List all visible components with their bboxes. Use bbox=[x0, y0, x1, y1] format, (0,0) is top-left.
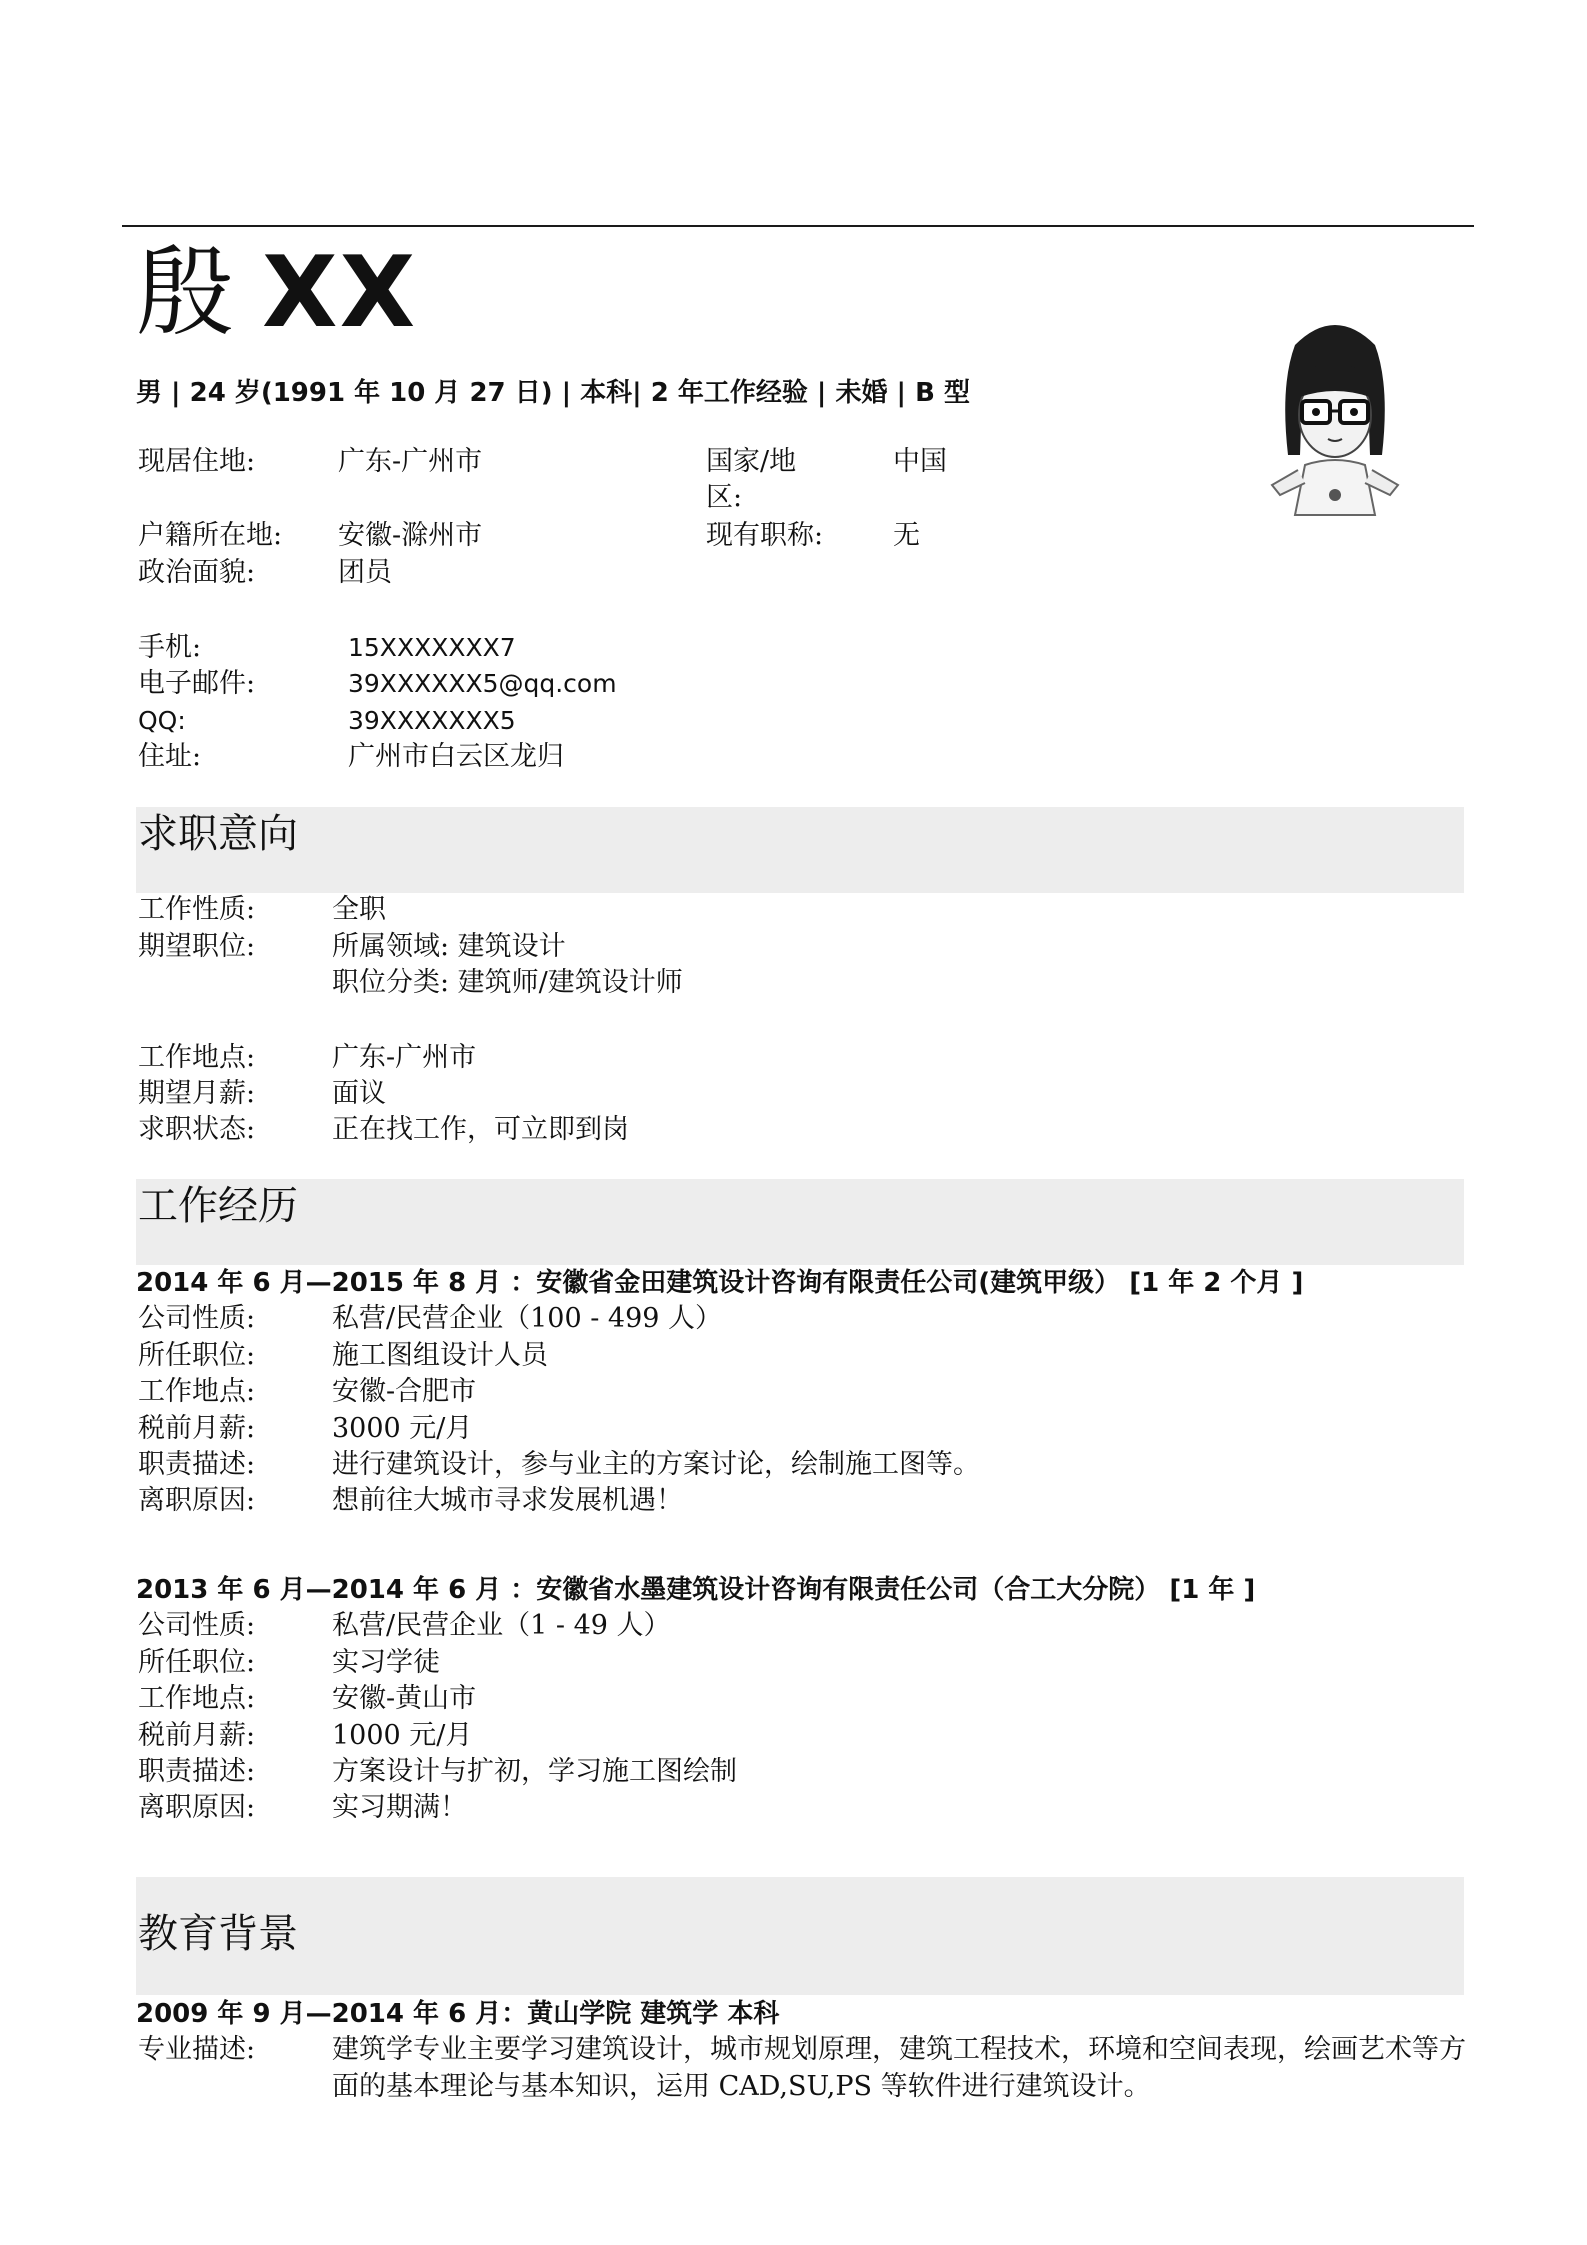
job-2-salary: 1000 元/月 bbox=[332, 1720, 473, 1751]
phone-label: 手机: bbox=[138, 632, 202, 663]
intent-section-bar bbox=[136, 807, 1464, 893]
expected-field: 所属领域: 建筑设计 bbox=[332, 931, 566, 962]
residence-value: 广东-广州市 bbox=[338, 446, 483, 477]
job-1-header: 2014 年 6 月—2015 年 8 月 ：安徽省金田建筑设计咨询有限责任公司(建筑甲级） [1 年 2 个月 ] bbox=[136, 1268, 1304, 1298]
job-status-value: 正在找工作，可立即到岗 bbox=[332, 1114, 629, 1145]
experience-heading: 工作经历 bbox=[138, 1183, 298, 1229]
job-1-salary: 3000 元/月 bbox=[332, 1413, 473, 1444]
job-1-duties-label: 职责描述: bbox=[138, 1449, 256, 1480]
country-value: 中国 bbox=[893, 446, 947, 477]
job-2-reason-label: 离职原因: bbox=[138, 1792, 256, 1823]
avatar bbox=[1250, 305, 1420, 525]
country-label-line1: 国家/地 bbox=[706, 446, 797, 477]
politics-value: 团员 bbox=[338, 557, 392, 588]
personal-summary: 男 | 24 岁(1991 年 10 月 27 日) | 本科| 2 年工作经验 | 未婚 | B 型 bbox=[136, 378, 970, 408]
job-1-reason-label: 离职原因: bbox=[138, 1485, 256, 1516]
education-section-bar bbox=[136, 1877, 1464, 1995]
job-2-location: 安徽-黄山市 bbox=[332, 1683, 477, 1714]
residence-label: 现居住地: bbox=[138, 446, 256, 477]
phone-value: 15XXXXXXX7 bbox=[348, 633, 516, 662]
education-heading: 教育背景 bbox=[138, 1911, 298, 1957]
job-1-company-type-label: 公司性质: bbox=[138, 1303, 256, 1334]
hukou-label: 户籍所在地: bbox=[138, 520, 283, 551]
qq-value: 39XXXXXXX5 bbox=[348, 706, 516, 735]
full-name bbox=[136, 232, 417, 354]
expected-category: 职位分类: 建筑师/建筑设计师 bbox=[332, 967, 683, 998]
girl-with-glasses-avatar-icon bbox=[1272, 325, 1398, 515]
job-2-duties: 方案设计与扩初，学习施工图绘制 bbox=[332, 1756, 737, 1787]
title-value: 无 bbox=[893, 520, 920, 551]
job-1-location-label: 工作地点: bbox=[138, 1376, 256, 1407]
top-rule bbox=[122, 225, 1474, 227]
major-desc-label: 专业描述: bbox=[138, 2034, 256, 2065]
job-2-location-label: 工作地点: bbox=[138, 1683, 256, 1714]
given-name: XX bbox=[262, 236, 418, 350]
expected-position-label: 期望职位: bbox=[138, 931, 256, 962]
job-status-label: 求职状态: bbox=[138, 1114, 256, 1145]
job-1-company-type: 私营/民营企业（100 - 499 人） bbox=[332, 1303, 723, 1334]
job-2-header: 2013 年 6 月—2014 年 6 月 ：安徽省水墨建筑设计咨询有限责任公司（合工大分院） [1 年 ] bbox=[136, 1575, 1256, 1605]
expected-salary-value: 面议 bbox=[332, 1078, 386, 1109]
email-label: 电子邮件: bbox=[138, 668, 256, 699]
work-location-label: 工作地点: bbox=[138, 1042, 256, 1073]
experience-section-bar bbox=[136, 1179, 1464, 1265]
surname: 殷 bbox=[136, 236, 237, 350]
job-1-salary-label: 税前月薪: bbox=[138, 1413, 256, 1444]
work-location-value: 广东-广州市 bbox=[332, 1042, 477, 1073]
job-type-value: 全职 bbox=[332, 894, 386, 925]
job-2-salary-label: 税前月薪: bbox=[138, 1720, 256, 1751]
job-2-duties-label: 职责描述: bbox=[138, 1756, 256, 1787]
job-1-reason: 想前往大城市寻求发展机遇！ bbox=[332, 1485, 683, 1516]
job-1-role: 施工图组设计人员 bbox=[332, 1340, 548, 1371]
intent-heading: 求职意向 bbox=[138, 811, 298, 857]
hukou-value: 安徽-滁州市 bbox=[338, 520, 483, 551]
job-type-label: 工作性质: bbox=[138, 894, 256, 925]
expected-salary-label: 期望月薪: bbox=[138, 1078, 256, 1109]
education-header: 2009 年 9 月—2014 年 6 月：黄山学院 建筑学 本科 bbox=[136, 1999, 780, 2029]
job-2-role-label: 所任职位: bbox=[138, 1647, 256, 1678]
country-label-line2: 区: bbox=[706, 482, 743, 513]
address-label: 住址: bbox=[138, 741, 202, 772]
address-value: 广州市白云区龙归 bbox=[348, 741, 564, 772]
email-value: 39XXXXXX5@qq.com bbox=[348, 669, 617, 698]
major-desc: 建筑学专业主要学习建筑设计，城市规划原理，建筑工程技术，环境和空间表现，绘画艺术等方面的基本理论与基本知识，运用 CAD,SU,PS 等软件进行建筑设计。 bbox=[332, 2034, 1466, 2102]
qq-label: QQ: bbox=[138, 706, 186, 735]
job-1-location: 安徽-合肥市 bbox=[332, 1376, 477, 1407]
job-1-duties: 进行建筑设计，参与业主的方案讨论，绘制施工图等。 bbox=[332, 1449, 980, 1480]
job-1-role-label: 所任职位: bbox=[138, 1340, 256, 1371]
title-label: 现有职称: bbox=[706, 520, 824, 551]
job-2-reason: 实习期满！ bbox=[332, 1792, 467, 1823]
job-2-company-type: 私营/民营企业（1 - 49 人） bbox=[332, 1610, 671, 1641]
politics-label: 政治面貌: bbox=[138, 557, 256, 588]
job-2-company-type-label: 公司性质: bbox=[138, 1610, 256, 1641]
job-2-role: 实习学徒 bbox=[332, 1647, 440, 1678]
